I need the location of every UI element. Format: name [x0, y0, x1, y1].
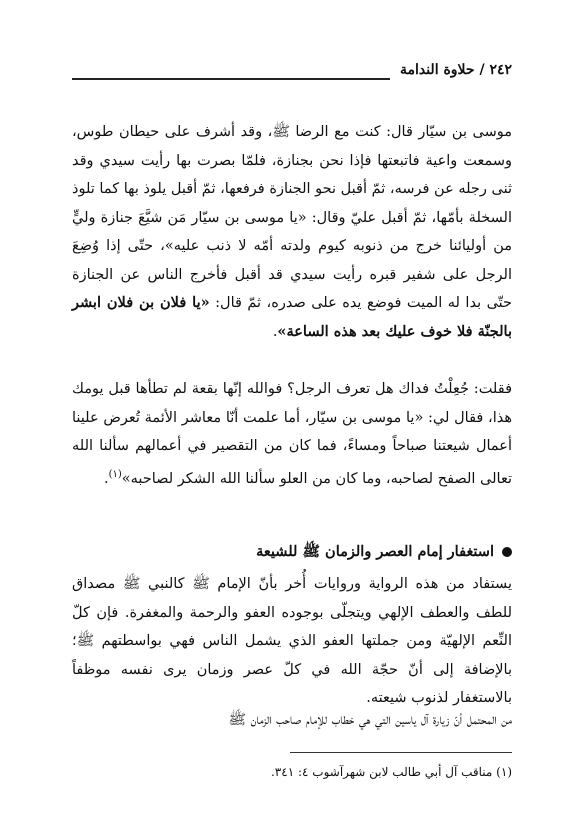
header-rule: [72, 78, 390, 80]
footnote-reference: (١): [108, 468, 122, 480]
paragraph-2: [72, 375, 512, 493]
paragraph-1-end: .: [272, 323, 278, 340]
footnote: (١) مناقب آل أبي طالب لابن شهرآشوب ٤: ٣٤١.: [270, 765, 512, 779]
paragraph-1-bold-quote: «يا فلان بن فلان ابشر بالجنّة فلا خوف عليك بعد هذه الساعة»: [72, 294, 512, 340]
paragraph-1: [72, 118, 512, 346]
paragraph-2-end: .: [103, 470, 109, 487]
header-title: ٢٤٢ / حلاوة الندامة: [399, 62, 512, 78]
section-heading-text: استغفار إمام العصر والزمان ﷺ للشيعة: [256, 543, 494, 560]
footnote-divider: [290, 752, 512, 753]
paragraph-1-text: موسى بن سيّار قال: كنت مع الرضا ﷺ، وقد أشرف على حيطان طوس، وسمعت واعية فاتبعتها فإذا نحن بجنازة، فلمّا بصرت بها رأيت سيدي وقد ثنى رجله عن فرسه، ثمّ أقبل نحو الجنازة فرفعها، ثمّ أقبل يلوذ بها كما تلوذ السخلة بأمّها، ثمّ أقبل عليّ وقال: «يا موسى بن سيّار مَن شيَّعَ جنازة وليٍّ من أوليائنا خرج من ذنوبه كيوم ولدته أمّه لا ذنب عليه»، حتّى إذا وُضِعَ الرجل على شفير قبره رأيت سيدي قد أقبل فأخرج الناس عن الجنازة حتّى بدا له الميت فوضع يده على صدره، ثمّ قال:: [72, 124, 512, 311]
paragraph-2-text: فقلت: جُعِلْتُ فداك هل تعرف الرجل؟ فوالله إنّها بقعة لم تطأها قبل يومك هذا، فقال لي: «يا موسى بن سيّار، أما علمت أنّا معاشر الأئمة تُعرض علينا أعمال شيعتنا صباحاً ومساءً، فما كان من التقصير في أعمالهم سألنا الله تعالى الصفح لصاحبه، وما كان من العلو سألنا الله الشكر لصاحبه»: [72, 381, 512, 487]
paragraph-3: يستفاد من هذه الرواية وروايات أُخر بأنّ الإمام ﷺ كالنبي ﷺ مصداق للطف والعطف الإلهي ويتجلّى بوجوده العفو والرحمة والمغفرة. فإن كلّ النِّعم الإلهيّة ومن جملتها العفو الذي يشمل الناس فهي بواسطتهم ﷺ؛ بالإضافة إلى أنّ حجّة الله في كلّ عصر وزمان يرى نفسه موظفاً بالاستغفار لذنوب شيعته.: [72, 576, 512, 706]
paragraph-4: من المحتمل أنّ زيارة آل ياسين التي هي خطاب للإمام صاحب الزمان ﷺ: [228, 712, 512, 728]
bullet-icon: [502, 547, 512, 557]
running-header: [72, 62, 512, 88]
section-heading: [72, 538, 512, 566]
